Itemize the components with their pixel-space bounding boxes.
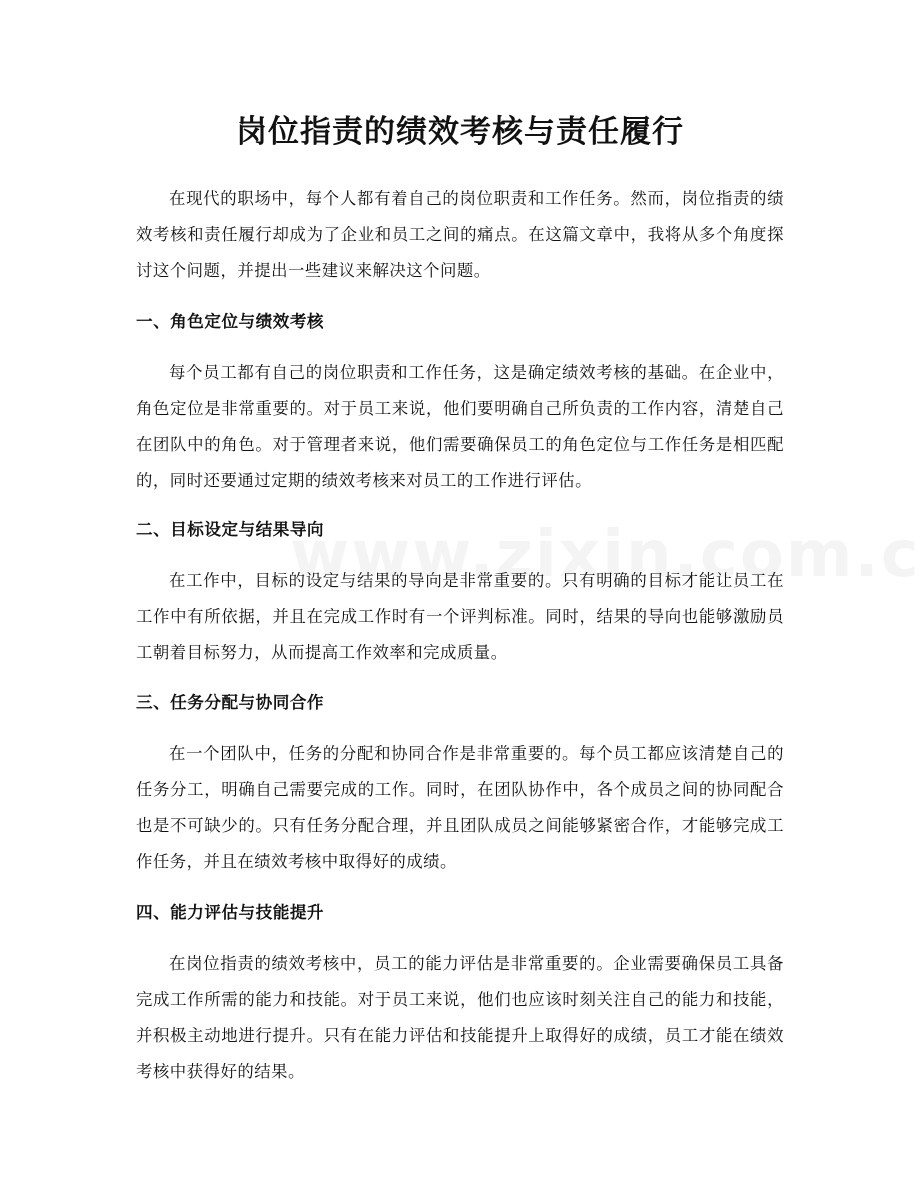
section-paragraph-3: 在一个团队中，任务的分配和协同合作是非常重要的。每个员工都应该清楚自己的任务分工，明确自己需要完成的工作。同时，在团队协作中，各个成员之间的协同配合也是不可缺少的。只有任务分配合理，并且团队成员之间能够紧密合作，才能够完成工作任务，并且在绩效考核中取得好的成绩。 bbox=[136, 744, 784, 871]
section-paragraph-2: 在工作中，目标的设定与结果的导向是非常重要的。只有明确的目标才能让员工在工作中有所依据，并且在完成工作时有一个评判标准。同时，结果的导向也能够激励员工朝着目标努力，从而提高工作效率和完成质量。 bbox=[136, 571, 784, 662]
section-heading-4: 四、能力评估与技能提升 bbox=[136, 903, 325, 922]
section-heading-2: 二、目标设定与结果导向 bbox=[136, 520, 325, 539]
section-paragraph-1: 每个员工都有自己的岗位职责和工作任务，这是确定绩效考核的基础。在企业中，角色定位是非常重要的。对于员工来说，他们要明确自己所负责的工作内容，清楚自己在团队中的角色。对于管理者来说，他们需要确保员工的角色定位与工作任务是相匹配的，同时还要通过定期的绩效考核来对员工的工作进行评估。 bbox=[136, 363, 784, 490]
intro-paragraph: 在现代的职场中，每个人都有着自己的岗位职责和工作任务。然而，岗位指责的绩效考核和责任履行却成为了企业和员工之间的痛点。在这篇文章中，我将从多个角度探讨这个问题，并提出一些建议来解决这个问题。 bbox=[136, 189, 784, 280]
section-paragraph-4: 在岗位指责的绩效考核中，员工的能力评估是非常重要的。企业需要确保员工具备完成工作所需的能力和技能。对于员工来说，他们也应该时刻关注自己的能力和技能，并积极主动地进行提升。只有在能力评估和技能提升上取得好的成绩，员工才能在绩效考核中获得好的结果。 bbox=[136, 954, 784, 1081]
section-heading-3: 三、任务分配与协同合作 bbox=[136, 693, 325, 712]
document-title: 岗位指责的绩效考核与责任履行 bbox=[236, 114, 684, 150]
section-heading-1: 一、角色定位与绩效考核 bbox=[136, 312, 325, 331]
